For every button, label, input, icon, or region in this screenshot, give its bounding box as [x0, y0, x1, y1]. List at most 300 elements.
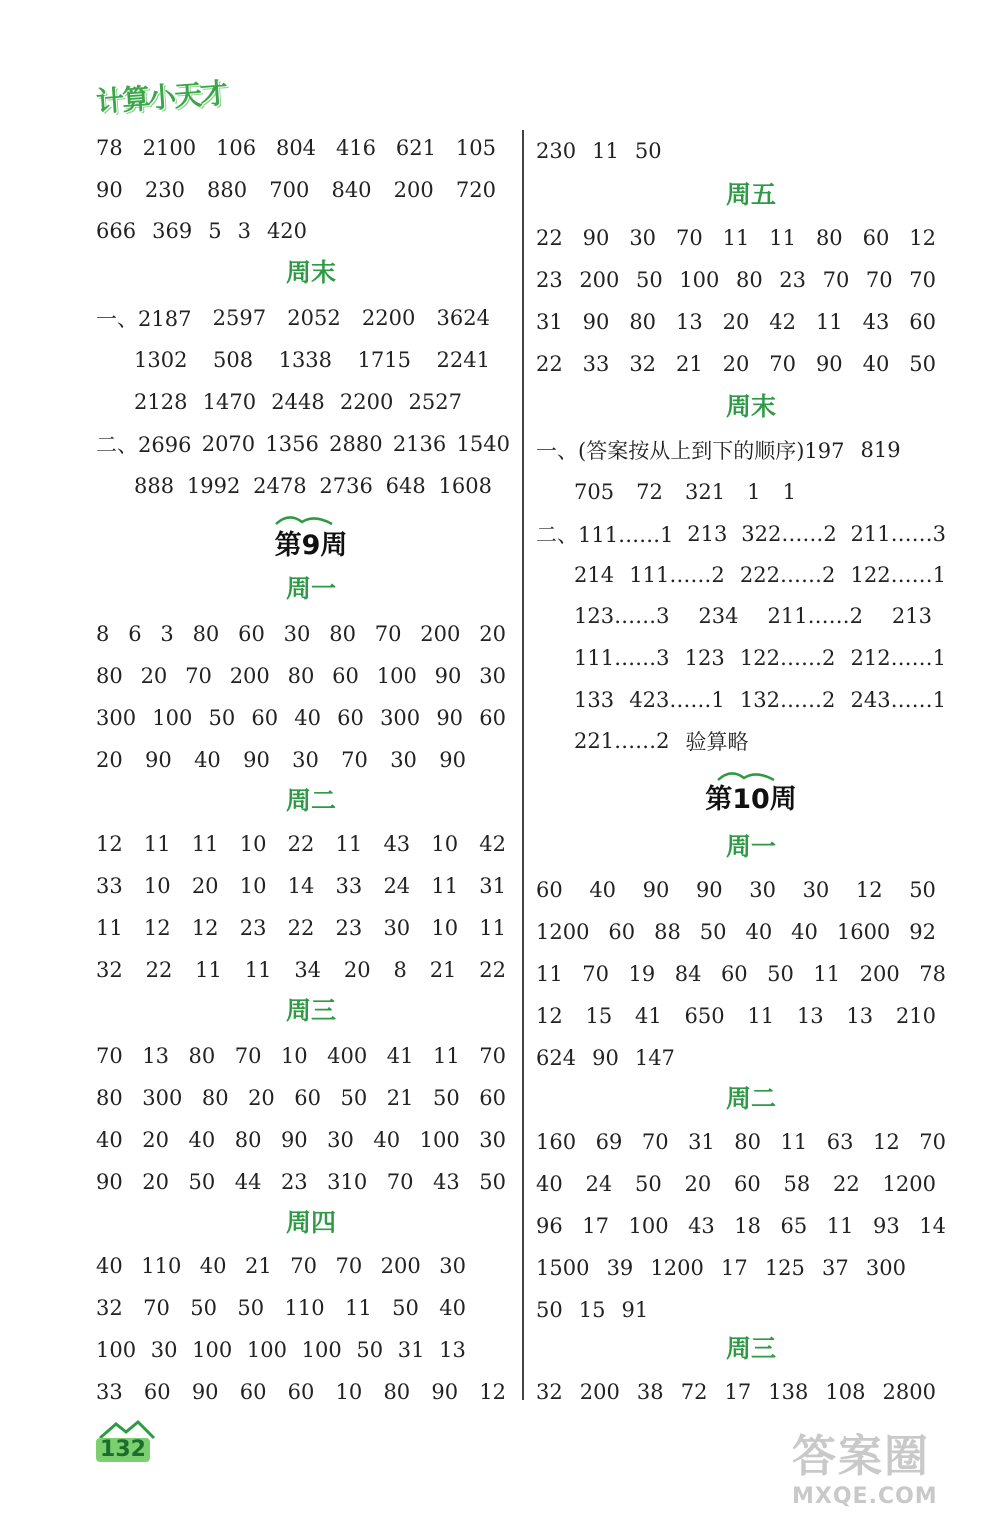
answer-value: 200: [420, 622, 461, 646]
answer-row: [96, 914, 506, 942]
answer-value: 160: [536, 1130, 577, 1154]
answer-row: [96, 346, 490, 374]
answer-value: 8: [393, 958, 407, 982]
week-title: 第10周: [705, 784, 797, 815]
answer-row: [536, 1170, 936, 1198]
answer-row: [536, 1378, 936, 1406]
answer-row: [96, 1168, 506, 1196]
answer-value: 70: [143, 1296, 170, 1320]
answer-value: 33: [335, 874, 363, 898]
week-title: 第9周: [274, 530, 348, 561]
answer-value: 21: [675, 352, 703, 376]
answer-row: [536, 350, 936, 378]
answer-value: 69: [595, 1130, 623, 1154]
answer-value: 44: [234, 1170, 262, 1194]
answer-value: 90: [431, 1380, 459, 1404]
answer-value: 78: [96, 136, 123, 160]
answer-value: 60: [608, 920, 636, 944]
answer-value: 20: [722, 310, 750, 334]
answer-value: 14: [919, 1214, 946, 1238]
answer-value: 70: [865, 268, 893, 292]
answer-row: [536, 478, 796, 506]
answer-value: 40: [536, 1172, 563, 1196]
answer-value: 50: [392, 1296, 419, 1320]
answer-row: [536, 644, 946, 672]
answer-value: 122……2: [739, 646, 836, 670]
answer-value: 40: [791, 920, 818, 944]
answer-value: 60: [287, 1380, 315, 1404]
answer-value: 90: [642, 878, 670, 902]
answer-row: [536, 1212, 946, 1240]
answer-value: 70: [96, 1044, 123, 1068]
answer-value: 11: [813, 962, 841, 986]
answer-value: 30: [150, 1338, 178, 1362]
answer-value: 32: [96, 958, 123, 982]
answer-row: [536, 561, 946, 589]
answer-value: 41: [635, 1004, 662, 1028]
answer-value: 200: [859, 962, 900, 986]
answer-value: 11: [479, 916, 506, 940]
answer-value: 300: [142, 1086, 183, 1110]
answer-value: 100: [628, 1214, 669, 1238]
answer-value: 100: [419, 1128, 460, 1152]
answer-value: 138: [768, 1380, 809, 1404]
answer-value: 1540: [456, 432, 510, 456]
answer-value: 14: [287, 874, 315, 898]
answer-value: 40: [862, 352, 890, 376]
answer-value: 213: [687, 522, 728, 546]
answer-value: 11: [780, 1130, 808, 1154]
answer-value: 3: [160, 622, 174, 646]
answer-value: 90: [96, 1170, 123, 1194]
answer-value: 132……2: [739, 688, 836, 712]
answer-value: 70: [641, 1130, 669, 1154]
answer-value: 20: [140, 664, 168, 688]
answer-value: 50: [190, 1296, 217, 1320]
answer-value: 30: [283, 622, 311, 646]
answer-value: 30: [327, 1128, 354, 1152]
answer-value: 2527: [408, 390, 462, 414]
answer-value: 111……2: [629, 563, 725, 587]
answer-value: 423……1: [629, 688, 725, 712]
answer-value: 100: [192, 1338, 233, 1362]
answer-value: 30: [629, 226, 657, 250]
answer-value: 31: [479, 874, 506, 898]
answer-value: 80: [234, 1128, 262, 1152]
answer-value: 80: [192, 622, 220, 646]
answer-value: 31: [688, 1130, 715, 1154]
answer-value: 1200: [650, 1256, 704, 1280]
answer-value: 22: [833, 1172, 860, 1196]
answer-value: 22: [287, 832, 315, 856]
answer-value: 90: [243, 748, 270, 772]
answer-value: 31: [536, 310, 563, 334]
answer-value: 32: [629, 352, 657, 376]
answer-value: 15: [578, 1298, 606, 1322]
answer-value: 840: [331, 178, 372, 202]
answer-value: 300: [380, 706, 421, 730]
answer-value: 133: [574, 688, 615, 712]
day-title: 周四: [285, 1208, 336, 1237]
answer-row: [96, 704, 506, 732]
answer-value: 80: [629, 310, 657, 334]
answer-value: 200: [380, 1254, 421, 1278]
answer-value: 300: [865, 1256, 906, 1280]
answer-value: 90: [582, 226, 610, 250]
answer-row: [536, 1002, 936, 1030]
answer-value: 30: [383, 916, 411, 940]
answer-row: [536, 727, 966, 755]
answer-value: 2100: [142, 136, 197, 160]
answer-value: 1356: [265, 432, 319, 456]
answer-row: [536, 1296, 966, 1324]
answer-value: 12: [909, 226, 936, 250]
answer-value: 888: [134, 474, 175, 498]
answer-value: 11: [244, 958, 272, 982]
answer-value: 24: [585, 1172, 613, 1196]
answer-value: 30: [479, 664, 506, 688]
answer-value: 60: [479, 1086, 506, 1110]
answer-value: 420: [266, 219, 308, 243]
answer-row: [96, 872, 506, 900]
answer-value: 2736: [319, 474, 373, 498]
answer-value: 1302: [134, 348, 188, 372]
day-title: 周二: [725, 1084, 776, 1113]
answer-value: 11: [433, 1044, 460, 1068]
answer-value: 210: [895, 1004, 936, 1028]
answer-value: 2070: [201, 432, 256, 456]
answer-value: 12: [96, 832, 123, 856]
answer-value: 70: [290, 1254, 317, 1278]
answer-value: 20: [248, 1086, 275, 1110]
answer-value: 70: [335, 1254, 363, 1278]
answer-value: 2448: [271, 390, 325, 414]
answer-value: 6: [128, 622, 142, 646]
answer-value: 80: [201, 1086, 229, 1110]
answer-value: 90: [592, 1046, 619, 1070]
answer-value: 100: [96, 1338, 137, 1362]
answer-value: 243……1: [850, 688, 946, 712]
answer-value: 369: [152, 219, 193, 243]
answer-value: 90: [191, 1380, 219, 1404]
answer-value: 21: [429, 958, 457, 982]
answer-value: 12: [855, 878, 883, 902]
answer-value: 33: [582, 352, 610, 376]
day-title: 周三: [725, 1334, 776, 1363]
answer-row: [536, 224, 936, 252]
answer-value: 50: [237, 1296, 265, 1320]
answer-value: 50: [479, 1170, 506, 1194]
answer-value: 40: [199, 1254, 227, 1278]
answer-value: 11: [722, 226, 750, 250]
answer-value: 42: [479, 832, 506, 856]
answer-value: 23: [239, 916, 267, 940]
answer-value: 84: [674, 962, 702, 986]
answer-value: 11: [335, 832, 363, 856]
answer-value: 70: [769, 352, 797, 376]
answer-value: 213: [891, 604, 932, 628]
answer-value: 70: [185, 664, 212, 688]
answer-value: 22: [479, 958, 506, 982]
answer-value: 11: [815, 310, 843, 334]
answer-value: 50: [767, 962, 794, 986]
answer-value: 34: [294, 958, 322, 982]
answer-value: 10: [431, 916, 459, 940]
answer-value: 200: [229, 664, 270, 688]
answer-value: 11: [826, 1214, 854, 1238]
answer-value: 80: [815, 226, 843, 250]
answer-row: [96, 304, 490, 332]
answer-row: [536, 1254, 906, 1282]
answer-value: 70: [234, 1044, 262, 1068]
answer-value: 648: [385, 474, 426, 498]
answer-value: 58: [783, 1172, 811, 1196]
answer-row: [96, 620, 506, 648]
watermark: [792, 1420, 982, 1510]
answer-value: 8: [96, 622, 110, 646]
answer-value: 50: [208, 706, 236, 730]
answer-value: 214: [574, 563, 615, 587]
answer-value: 70: [919, 1130, 946, 1154]
answer-value: 819: [860, 438, 901, 462]
answer-value: 70: [479, 1044, 506, 1068]
answer-row: [536, 602, 932, 630]
answer-value: 3: [237, 219, 251, 243]
answer-value: 30: [439, 1254, 466, 1278]
answer-value: 10: [431, 832, 459, 856]
answer-value: 验算略: [685, 730, 749, 754]
answer-value: 80: [287, 664, 315, 688]
answer-value: 2800: [882, 1380, 936, 1404]
answer-value: 1992: [186, 474, 241, 498]
answer-row: [536, 308, 936, 336]
answer-value: 60: [143, 1380, 171, 1404]
answer-value: 19: [628, 962, 656, 986]
answer-value: 2200: [339, 390, 394, 414]
answer-value: 40: [188, 1128, 216, 1152]
answer-value: 17: [720, 1256, 748, 1280]
answer-value: 416: [335, 136, 377, 160]
answer-row: [536, 266, 936, 294]
answer-value: 24: [383, 874, 411, 898]
answer-value: 60: [909, 310, 936, 334]
answer-value: 50: [635, 1172, 662, 1196]
answer-row: [96, 134, 496, 162]
answer-value: 11: [592, 139, 619, 163]
answer-value: 90: [439, 748, 466, 772]
answer-row: [96, 1294, 466, 1322]
answer-value: 70: [374, 622, 402, 646]
answer-value: 30: [802, 878, 830, 902]
answer-value: 50: [909, 352, 936, 376]
answer-value: 11: [96, 916, 123, 940]
answer-value: 13: [439, 1338, 466, 1362]
answer-value: 111……3: [574, 646, 670, 670]
answer-value: 20: [684, 1172, 712, 1196]
answer-value: 31: [397, 1338, 425, 1362]
answer-row: [96, 1336, 466, 1364]
answer-value: 80: [188, 1044, 216, 1068]
answer-row: [96, 430, 510, 458]
answer-value: 221……2: [574, 729, 670, 753]
answer-value: 70: [822, 268, 850, 292]
answer-value: 32: [536, 1380, 563, 1404]
answer-value: 30: [292, 748, 319, 772]
answer-value: 12: [143, 916, 171, 940]
answer-value: 一、2187: [96, 307, 192, 331]
answer-value: 90: [434, 664, 462, 688]
answer-value: 624: [536, 1046, 577, 1070]
wave-ornament-icon: [274, 512, 334, 526]
answer-value: 11: [769, 226, 797, 250]
answer-value: 50: [909, 878, 936, 902]
answer-value: 96: [536, 1214, 563, 1238]
answer-value: 212……1: [850, 646, 946, 670]
answer-value: 125: [764, 1256, 805, 1280]
answer-value: 1200: [882, 1172, 936, 1196]
answer-value: 100: [152, 706, 193, 730]
answer-row: [96, 830, 506, 858]
answer-value: 90: [436, 706, 464, 730]
answer-value: 60: [479, 706, 506, 730]
answer-value: 43: [862, 310, 890, 334]
answer-value: 23: [280, 1170, 308, 1194]
answer-row: [96, 956, 506, 984]
day-title: 周五: [725, 180, 776, 209]
answer-value: 234: [698, 604, 739, 628]
answer-row: [536, 520, 946, 548]
answer-value: 321: [684, 480, 726, 504]
answer-row: [96, 176, 496, 204]
answer-value: 30: [749, 878, 776, 902]
day-title: 周末: [285, 258, 336, 287]
answer-value: 二、111……1: [536, 523, 674, 547]
answer-value: 17: [724, 1380, 752, 1404]
answer-value: 23: [779, 268, 807, 292]
answer-value: 11: [536, 962, 563, 986]
answer-value: 12: [536, 1004, 563, 1028]
answer-value: 43: [433, 1170, 460, 1194]
answer-value: 50: [188, 1170, 216, 1194]
answer-row: [96, 472, 492, 500]
answer-value: 666: [96, 219, 137, 243]
answer-value: 40: [439, 1296, 466, 1320]
answer-value: 23: [335, 916, 363, 940]
answer-value: 72: [636, 480, 663, 504]
answer-value: 2880: [329, 432, 383, 456]
answer-value: 33: [96, 874, 123, 898]
answer-value: 60: [720, 962, 748, 986]
answer-row: [96, 1084, 506, 1112]
answer-row: [96, 1252, 466, 1280]
answer-row: [536, 918, 936, 946]
answer-value: 40: [96, 1128, 123, 1152]
page-number: [96, 1420, 158, 1462]
answer-value: 211……3: [850, 522, 946, 546]
answer-row: [536, 876, 936, 904]
answer-value: 90: [815, 352, 843, 376]
answer-value: 17: [582, 1214, 609, 1238]
answer-value: 70: [386, 1170, 414, 1194]
page-number-label: 132: [96, 1438, 150, 1462]
answer-value: 90: [145, 748, 172, 772]
answer-value: 二、2696: [96, 433, 192, 457]
answer-value: 108: [825, 1380, 866, 1404]
answer-value: 21: [386, 1086, 414, 1110]
answer-value: 12: [873, 1130, 900, 1154]
answer-value: 60: [337, 706, 364, 730]
answer-row: [536, 686, 946, 714]
answer-value: 80: [329, 622, 356, 646]
answer-value: 18: [734, 1214, 762, 1238]
answer-value: 20: [96, 748, 123, 772]
answer-value: 10: [239, 832, 267, 856]
answer-value: 2136: [392, 432, 447, 456]
answer-value: 10: [280, 1044, 308, 1068]
answer-value: 804: [275, 136, 317, 160]
answer-value: 40: [589, 878, 617, 902]
answer-value: 13: [796, 1004, 824, 1028]
day-title: 周三: [285, 996, 336, 1025]
answer-value: 20: [343, 958, 371, 982]
answer-value: 147: [634, 1046, 675, 1070]
answer-value: 230: [536, 139, 577, 163]
answer-value: 80: [383, 1380, 411, 1404]
answer-value: 60: [536, 878, 563, 902]
answer-value: 70: [582, 962, 609, 986]
answer-value: 2478: [253, 474, 307, 498]
answer-value: 100: [376, 664, 417, 688]
watermark-url: MXQE.COM: [792, 1484, 938, 1509]
answer-value: 10: [143, 874, 171, 898]
answer-value: 60: [294, 1086, 322, 1110]
answer-value: 1200: [536, 920, 590, 944]
answer-value: 13: [846, 1004, 874, 1028]
answer-value: 70: [909, 268, 936, 292]
answer-value: 20: [479, 622, 506, 646]
answer-row: [536, 960, 946, 988]
answer-value: 一、(答案按从上到下的顺序)197: [536, 439, 845, 463]
answer-value: 650: [684, 1004, 725, 1028]
answer-value: 122……1: [850, 563, 946, 587]
answer-value: 1470: [202, 390, 257, 414]
answer-value: 105: [455, 136, 496, 160]
answer-value: 91: [621, 1298, 649, 1322]
answer-value: 12: [191, 916, 219, 940]
answer-value: 42: [769, 310, 797, 334]
answer-value: 88: [654, 920, 681, 944]
answer-row: [536, 436, 966, 464]
answer-value: 60: [238, 622, 265, 646]
answer-value: 5: [208, 219, 222, 243]
answer-value: 80: [96, 664, 123, 688]
answer-value: 33: [96, 1380, 123, 1404]
answer-value: 123……3: [574, 604, 670, 628]
answer-value: 90: [695, 878, 723, 902]
answer-value: 30: [390, 748, 417, 772]
answer-row: [96, 1126, 506, 1154]
answer-value: 300: [96, 706, 137, 730]
answer-value: 110: [284, 1296, 325, 1320]
answer-value: 70: [341, 748, 368, 772]
answer-row: [536, 1128, 946, 1156]
answer-value: 41: [386, 1044, 414, 1068]
book-logo: 计算小天才: [95, 76, 228, 119]
answer-value: 13: [142, 1044, 169, 1068]
answer-value: 50: [340, 1086, 368, 1110]
answer-value: 60: [332, 664, 359, 688]
answer-value: 10: [239, 874, 267, 898]
